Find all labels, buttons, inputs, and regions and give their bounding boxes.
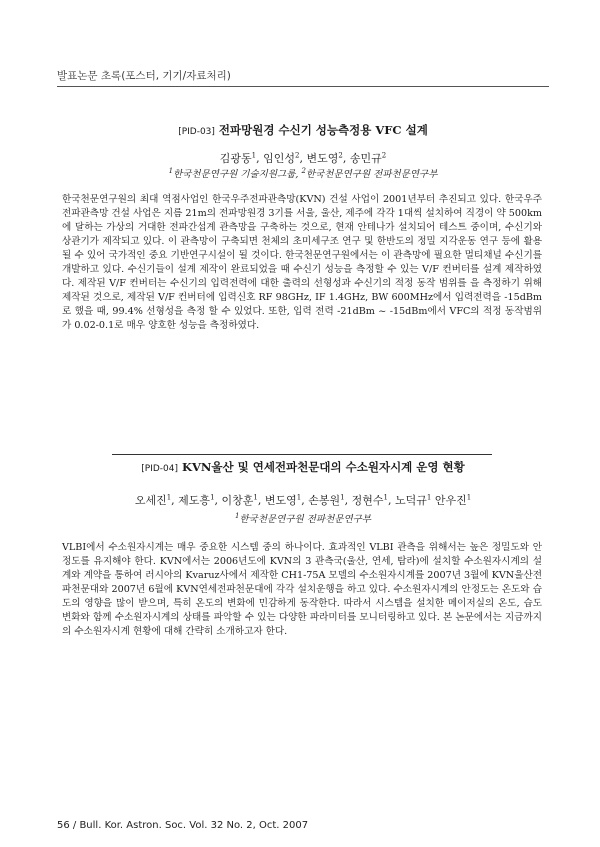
author: 임인성$^2$, xyxy=(263,151,307,165)
affiliation: $^1$한국천문연구원 기술지원그룹, $^2$한국천문연구원 전파천문연구부 xyxy=(168,166,438,180)
abstract-title-text: 전파망원경 수신기 성능측정용 VFC 설계 xyxy=(218,123,428,137)
title-top-rule xyxy=(112,454,492,455)
header-divider xyxy=(57,86,549,87)
page-footer: 56 / Bull. Kor. Astron. Soc. Vol. 32 No. 2, Oct. 2007 xyxy=(57,820,309,831)
section-header: 발표논문 초록(포스터, 기기/자료처리) xyxy=(57,70,231,82)
author-list xyxy=(57,492,549,508)
author: 노덕규$^1$ xyxy=(394,493,432,507)
author: 변도영$^2$, xyxy=(306,151,350,165)
author: 오세진$^1$, xyxy=(134,493,179,507)
author: 변도영$^1$, xyxy=(264,493,309,507)
author: 송민규$^2$ xyxy=(349,151,387,165)
abstract-title-text: KVN울산 및 연세전파천문대의 수소원자시계 운영 현황 xyxy=(182,460,465,474)
abstract-body: VLBI에서 수소원자시계는 매우 중요한 시스템 중의 하나이다. 효과적인 VLBI 관측을 위해서는 높은 정밀도와 안정도를 유지해야 한다. KVN에서는 2006년도에 KVN의 3 관측국(울산, 연세, 탐라)에 설치할 수소원자시계의 설계와 계약을 통하여 러시아의 Kvaruz사에서 제작한 CH1-75A 모델의 수소원자시계를 2007년 3월에 KVN울산전파천문대와 2007년 6월에 KVN연세전파천문대에 각각 설치운행을 하고 있다. 수소원자시계의 안정도는 온도와 습도의 영향을 많이 받으며, 특히 온도의 변화에 민감하게 동작한다. 따라서 시스템을 설치한 메이저실의 온도, 습도 변화와 함께 수소원자시계의 상태를 파악할 수 있는 다양한 파라미터를 모니터링하고 있다. 본 논문에서는 지금까지의 수소원자시계 현황에 대해 간략히 소개하고자 한다. xyxy=(62,542,542,637)
author: 제도흥$^1$, xyxy=(178,493,222,507)
author: 김광동$^1$, xyxy=(219,151,264,165)
author: 정현수$^1$, xyxy=(351,493,395,507)
abstract-id: [PID-03] xyxy=(178,127,215,137)
abstract-id: [PID-04] xyxy=(141,464,178,474)
author: 안우진$^1$ xyxy=(434,493,472,507)
abstract-title xyxy=(57,459,549,475)
author-list xyxy=(57,150,549,166)
author: 손봉원$^1$, xyxy=(308,493,352,507)
abstract-title xyxy=(57,122,549,138)
author: 이창훈$^1$, xyxy=(221,493,265,507)
affiliation: $^1$한국천문연구원 전파천문연구부 xyxy=(235,511,371,525)
abstract-body: 한국천문연구원의 최대 역점사업인 한국우주전파관측망(KVN) 건설 사업이 2001년부터 추진되고 있다. 한국우주전파관측망 건설 사업은 지름 21m의 전파망원경 3기를 서울, 울산, 제주에 각각 1대씩 설치하여 직경이 약 500km에 달하는 가상의 거대한 전파간섭계 관측망을 구축하는 것으로, 현재 안테나가 설치되어 테스트 중이며, 수신기와 상관기가 제작되고 있다. 이 관측망이 구축되면 천체의 초미세구조 연구 및 한반도의 정밀 지각운동 연구 등에 활용될 수 있어 국가적인 중요 기반연구시설이 될 것이다. 한국천문연구원에서는 이 관측망에 필요한 멀티채널 수신기를 개발하고 있다. 수신기들이 설계 제작이 완료되었을 때 수신기 성능을 측정할 수 있는 V/F 컨버터를 설계 제작하였다. 제작된 V/F 컨버터는 수신기의 입력전력에 대한 출력의 선형성과 수신기의 적정 동작 범위를 을 측정하기 위해 제작된 것으로, 제작된 V/F 컨버터에 입력신호 RF 98GHz, IF 1.4GHz, BW 600MHz에서 입력전력을 -15dBm로 했을 때, 99.4% 선형성을 측정 할 수 있었다. 또한, 입력 전력 -21dBm ~ -15dBm에서 VFC의 적정 동작범위가 0.02-0.1로 매우 양호한 성능을 측정하였다. xyxy=(62,194,543,331)
